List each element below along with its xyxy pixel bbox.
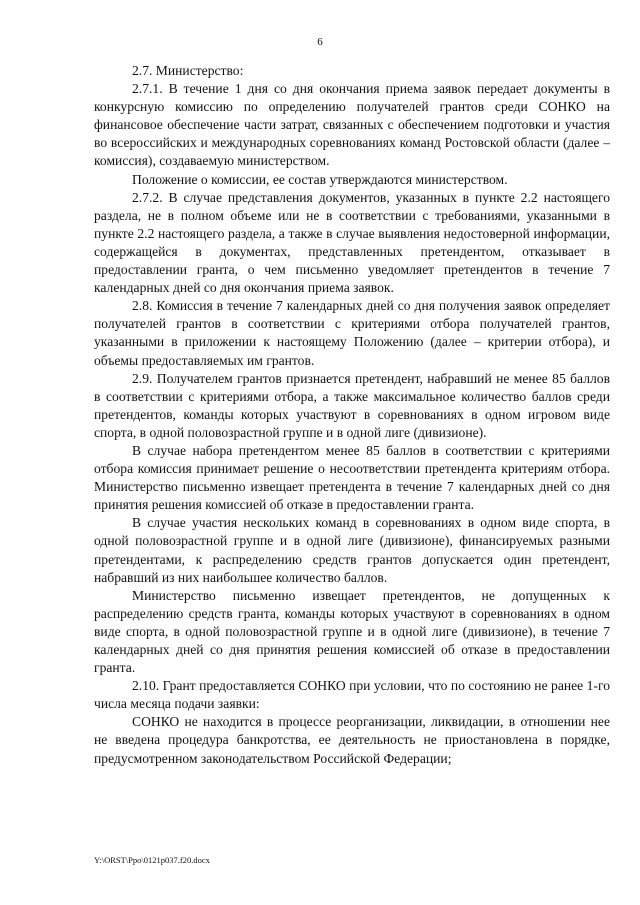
footer-file-path: Y:\ORST\Ppo\0121p037.f20.docx: [94, 855, 210, 865]
paragraph-2-9: 2.9. Получателем грантов признается претендент, набравший не менее 85 баллов в соответствии с критериями отбора, а также максимальное количество баллов среди претендентов, команды которых участвуют в соревнованиях в одном игровом виде спорта, в одной половозрастной группе и в одной лиге (дивизионе).: [94, 370, 610, 440]
paragraph-sonko-condition: СОНКО не находится в процессе реорганизации, ликвидации, в отношении нее не введена процедура банкротства, ее деятельность не приостановлена в порядке, предусмотренном законодательством Российской Федерации;: [94, 714, 610, 766]
document-body: [94, 62, 610, 768]
paragraph-commission-statute: Положение о комиссии, ее состав утверждаются министерством.: [132, 171, 508, 187]
page-number: 6: [317, 36, 323, 48]
paragraph-2-10: 2.10. Грант предоставляется СОНКО при условии, что по состоянию не ранее 1-го числа месяца подачи заявки:: [94, 678, 610, 712]
paragraph-ministry-notice: Министерство письменно извещает претендентов, не допущенных к распределению средств гранта, команды которых участвуют в соревнованиях в одном виде спорта, в одной половозрастной группе и в одной лиге (дивизионе), в течение 7 календарных дней со дня принятия решения комиссией об отказе в предоставлении гранта.: [94, 587, 610, 676]
paragraph-2-7: 2.7. Министерство:: [132, 63, 244, 78]
paragraph-several-teams: В случае участия нескольких команд в соревнованиях в одном виде спорта, в одной половозрастной группе и в одной лиге (дивизионе), финансируемых разными претендентами, к распределению средств грантов допускается один претендент, набравший из них наибольшее количество баллов.: [94, 515, 610, 585]
paragraph-less-than-85: В случае набора претендентом менее 85 баллов в соответствии с критериями отбора комиссия принимает решение о несоответствии претендента критериям отбора. Министерство письменно извещает претендента в течение 7 календарных дней со дня принятия решения комиссией об отказе в предоставлении гранта.: [94, 442, 610, 513]
paragraph-2-7-2: 2.7.2. В случае представления документов, указанных в пункте 2.2 настоящего раздела, не в полном объеме или не в соответствии с требованиями, указанными в пункте 2.2 настоящего раздела, а также в случае выявления недостоверной информации, содержащейся в документах, представленных претендентом, отказывает в предоставлении гранта, о чем письменно уведомляет претендентов в течение 7 календарных дней со дня окончания приема заявок.: [94, 189, 610, 296]
paragraph-2-8: 2.8. Комиссия в течение 7 календарных дней со дня получения заявок определяет получателей грантов в соответствии с критериями отбора получателей грантов, указанными в приложении к настоящему Положению (далее – критерии отбора), и объемы предоставляемых им грантов.: [94, 298, 610, 368]
paragraph-2-7-1: 2.7.1. В течение 1 дня со дня окончания приема заявок передает документы в конкурсную комиссию по определению получателей грантов среди СОНКО на финансовое обеспечение части затрат, связанных с обеспечением подготовки и участия во всероссийских и международных соревнованиях команд Ростовской области (далее – комиссия), создаваемую министерством.: [94, 81, 610, 169]
